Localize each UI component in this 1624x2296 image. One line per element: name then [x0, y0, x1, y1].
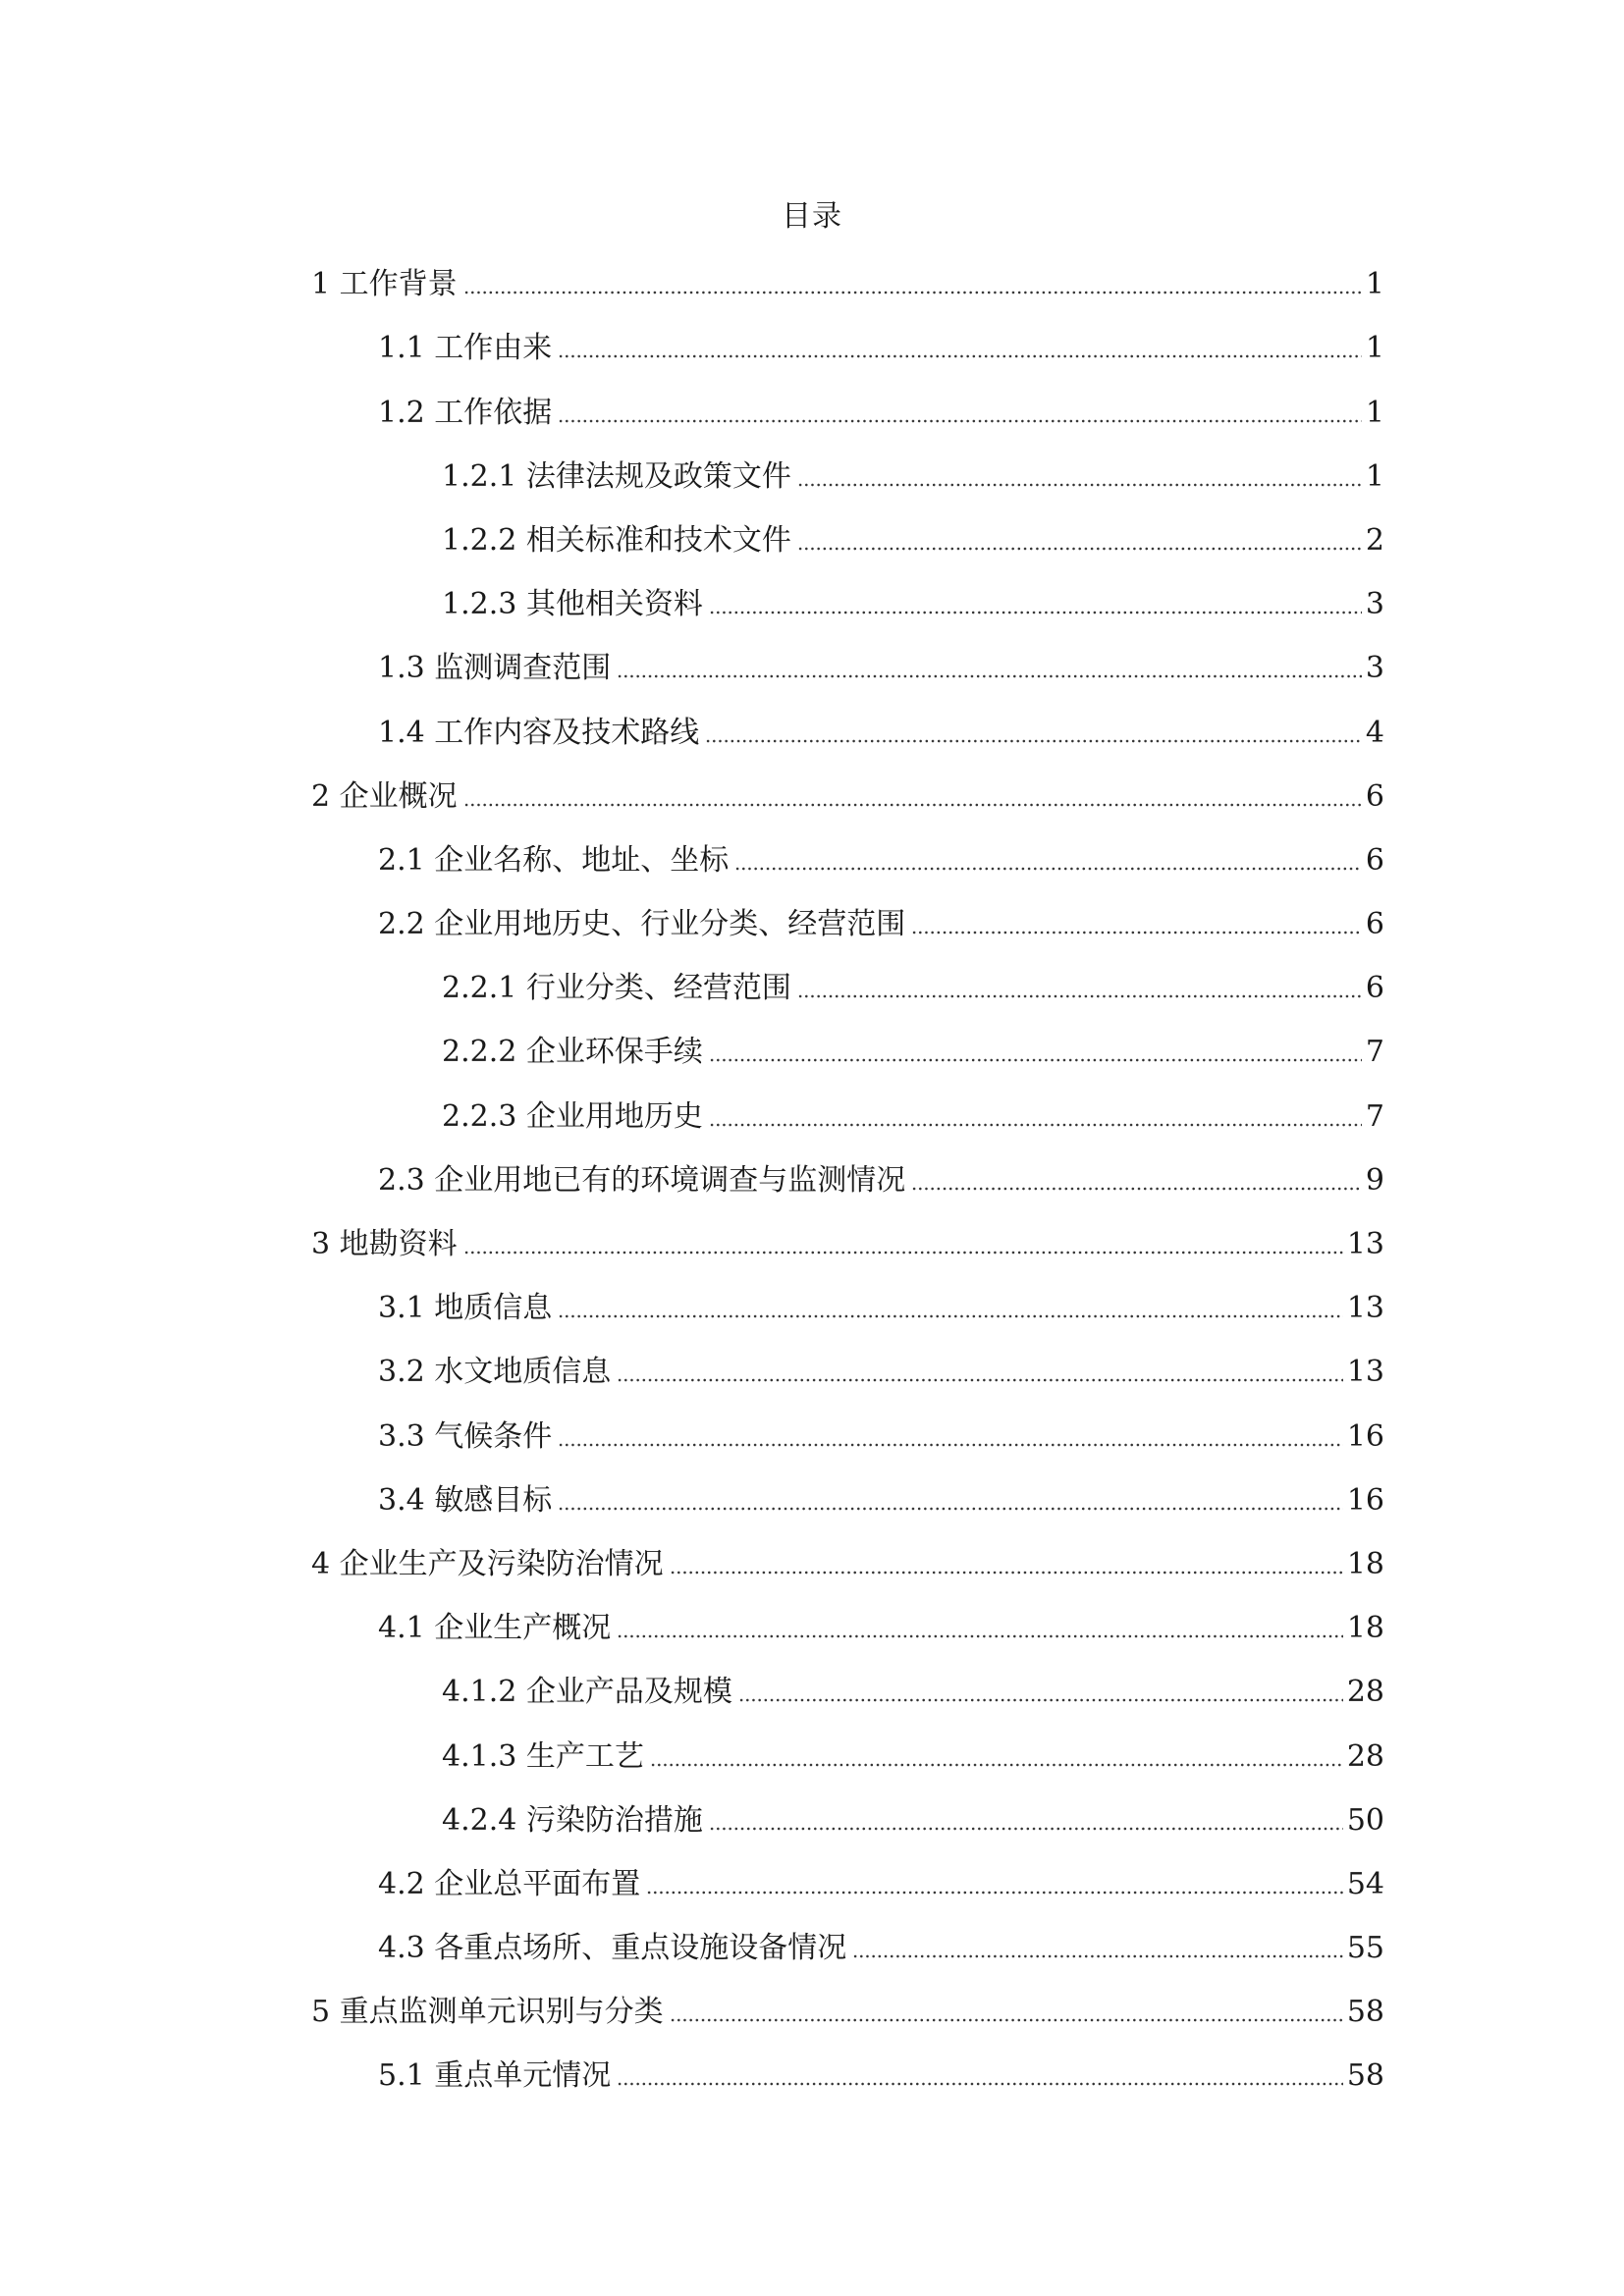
toc-entry-title: 4.1 企业生产概况 [378, 1611, 612, 1646]
toc-entry[interactable] [311, 375, 1384, 439]
toc-page-number: 55 [1346, 1931, 1384, 1966]
toc-entry[interactable] [311, 1464, 1384, 1527]
toc-entry-title: 1.2.2 相关标准和技术文件 [442, 522, 791, 558]
toc-entry[interactable] [311, 311, 1384, 375]
toc-dot-leader [797, 544, 1362, 554]
toc-entry-title: 3.2 水文地质信息 [378, 1355, 612, 1390]
toc-entry[interactable] [311, 1015, 1384, 1079]
toc-page-number: 2 [1365, 522, 1384, 558]
toc-entry-title: 5 重点监测单元识别与分类 [311, 1995, 664, 2030]
toc-dot-leader [709, 608, 1362, 617]
toc-dot-leader [852, 1951, 1343, 1961]
toc-page-number: 28 [1346, 1675, 1384, 1710]
toc-page-number: 6 [1365, 778, 1384, 814]
toc-entry-title: 2.3 企业用地已有的环境调查与监测情况 [378, 1162, 906, 1198]
toc-dot-leader [650, 1760, 1343, 1770]
toc-page-number: 1 [1365, 267, 1384, 302]
toc-page-number: 6 [1365, 842, 1384, 878]
toc-dot-leader [709, 1824, 1343, 1834]
toc-entry-title: 3 地勘资料 [311, 1227, 458, 1261]
toc-dot-leader [463, 288, 1362, 297]
toc-page-number: 28 [1346, 1738, 1384, 1774]
toc-entry-title: 1.3 监测调查范围 [378, 651, 612, 686]
toc-dot-leader [709, 1055, 1362, 1065]
toc-page-number: 13 [1346, 1291, 1384, 1326]
toc-page-number: 3 [1365, 587, 1384, 622]
toc-entry-title: 1 工作背景 [311, 267, 458, 302]
toc-entry[interactable] [311, 247, 1384, 311]
toc-dot-leader [797, 991, 1362, 1001]
toc-dot-leader [617, 1375, 1343, 1385]
toc-dot-leader [646, 1888, 1343, 1897]
toc-entry[interactable] [311, 504, 1384, 567]
toc-page-number: 1 [1365, 331, 1384, 366]
toc-list [311, 247, 1384, 2103]
toc-entry-title: 4.1.2 企业产品及规模 [442, 1675, 732, 1710]
toc-entry-title: 4.2 企业总平面布置 [378, 1866, 641, 1901]
toc-entry[interactable] [311, 567, 1384, 631]
toc-page-number: 58 [1346, 2058, 1384, 2094]
toc-page-number: 54 [1346, 1866, 1384, 1901]
toc-entry[interactable] [311, 1719, 1384, 1783]
toc-entry[interactable] [311, 824, 1384, 887]
toc-entry-title: 3.1 地质信息 [378, 1291, 553, 1326]
toc-entry[interactable] [311, 1784, 1384, 1847]
toc-dot-leader [670, 2015, 1343, 2025]
toc-page-number: 13 [1346, 1227, 1384, 1261]
toc-entry[interactable] [311, 951, 1384, 1015]
toc-page-number: 4 [1365, 715, 1384, 750]
toc-dot-leader [617, 671, 1362, 681]
toc-entry-title: 4.3 各重点场所、重点设施设备情况 [378, 1931, 847, 1966]
toc-entry-title: 2.2 企业用地历史、行业分类、经营范围 [378, 907, 906, 942]
toc-dot-leader [797, 480, 1362, 490]
toc-dot-leader [558, 1440, 1343, 1450]
toc-entry[interactable] [311, 440, 1384, 504]
toc-dot-leader [738, 1695, 1343, 1705]
toc-dot-leader [911, 1184, 1362, 1194]
toc-page-number: 50 [1346, 1802, 1384, 1838]
toc-page-number: 9 [1365, 1162, 1384, 1198]
toc-entry-title: 4.1.3 生产工艺 [442, 1738, 644, 1774]
toc-entry[interactable] [311, 1144, 1384, 1207]
toc-dot-leader [558, 1311, 1343, 1321]
toc-entry[interactable] [311, 1271, 1384, 1335]
toc-page-number: 1 [1365, 458, 1384, 494]
toc-dot-leader [558, 416, 1362, 426]
toc-entry-title: 2.2.3 企业用地历史 [442, 1098, 703, 1134]
toc-entry[interactable] [311, 631, 1384, 695]
toc-entry[interactable] [311, 1399, 1384, 1463]
toc-dot-leader [463, 1248, 1343, 1257]
toc-page-number: 13 [1346, 1355, 1384, 1390]
toc-title: 目录 [782, 199, 842, 234]
toc-entry[interactable] [311, 887, 1384, 951]
toc-dot-leader [558, 351, 1362, 361]
toc-entry[interactable] [311, 1847, 1384, 1911]
toc-page-number: 16 [1346, 1418, 1384, 1454]
toc-entry[interactable] [311, 1527, 1384, 1591]
toc-entry-title: 5.1 重点单元情况 [378, 2058, 612, 2094]
toc-page-number: 18 [1346, 1611, 1384, 1646]
toc-dot-leader [709, 1120, 1362, 1130]
toc-entry-title: 1.4 工作内容及技术路线 [378, 715, 700, 750]
toc-entry-title: 1.2 工作依据 [378, 395, 553, 430]
toc-dot-leader [911, 928, 1362, 937]
toc-entry-title: 2.2.2 企业环保手续 [442, 1035, 703, 1070]
toc-page-number: 7 [1365, 1098, 1384, 1134]
toc-dot-leader [705, 736, 1362, 746]
toc-page-number: 16 [1346, 1482, 1384, 1518]
toc-dot-leader [734, 864, 1362, 874]
toc-entry-title: 2.1 企业名称、地址、坐标 [378, 842, 730, 878]
toc-dot-leader [463, 800, 1362, 810]
toc-entry-title: 4 企业生产及污染防治情况 [311, 1546, 664, 1581]
toc-dot-leader [617, 1631, 1343, 1641]
toc-dot-leader [617, 2079, 1343, 2089]
toc-entry[interactable] [311, 760, 1384, 824]
toc-entry-title: 1.2.1 法律法规及政策文件 [442, 458, 791, 494]
toc-page-number: 6 [1365, 971, 1384, 1006]
toc-entry[interactable] [311, 1655, 1384, 1719]
toc-entry-title: 1.2.3 其他相关资料 [442, 587, 703, 622]
toc-entry-title: 2 企业概况 [311, 778, 458, 814]
toc-page-number: 7 [1365, 1035, 1384, 1070]
toc-entry[interactable] [311, 695, 1384, 759]
toc-entry-title: 3.3 气候条件 [378, 1418, 553, 1454]
toc-dot-leader [670, 1568, 1343, 1577]
toc-entry-title: 1.1 工作由来 [378, 331, 553, 366]
toc-entry[interactable] [311, 2039, 1384, 2103]
toc-entry[interactable] [311, 1079, 1384, 1143]
toc-entry-title: 4.2.4 污染防治措施 [442, 1802, 703, 1838]
toc-dot-leader [558, 1504, 1343, 1514]
toc-entry[interactable] [311, 1591, 1384, 1655]
toc-page-number: 1 [1365, 395, 1384, 430]
toc-entry[interactable] [311, 1911, 1384, 1975]
toc-page-number: 6 [1365, 907, 1384, 942]
toc-entry[interactable] [311, 1335, 1384, 1399]
toc-entry-title: 3.4 敏感目标 [378, 1482, 553, 1518]
toc-page-number: 3 [1365, 651, 1384, 686]
toc-page-number: 18 [1346, 1546, 1384, 1581]
toc-page-number: 58 [1346, 1995, 1384, 2030]
toc-entry-title: 2.2.1 行业分类、经营范围 [442, 971, 791, 1006]
toc-entry[interactable] [311, 1975, 1384, 2039]
toc-entry[interactable] [311, 1207, 1384, 1271]
